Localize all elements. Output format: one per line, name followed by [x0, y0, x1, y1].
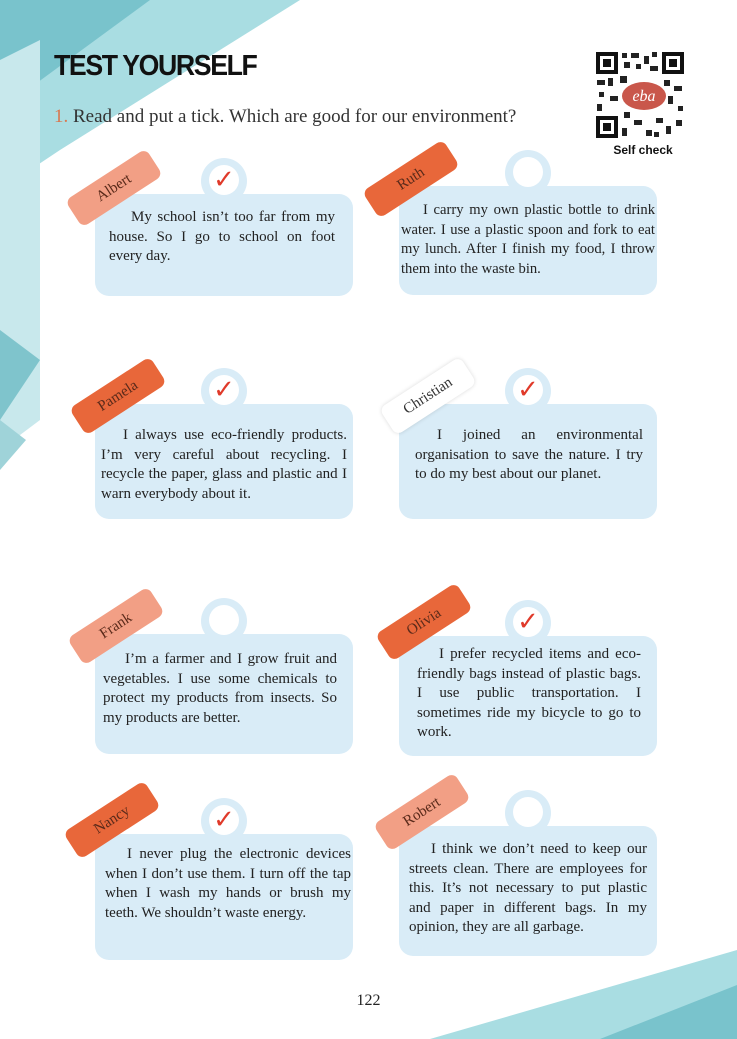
card-text: My school isn’t too far from my house. So I go to school on foot every day. — [109, 209, 335, 264]
page-title: TEST YOURSELF — [54, 50, 257, 82]
tick-icon: ✓ — [209, 375, 239, 405]
card-text: I always use eco-friendly products. I’m very careful about recycling. I recycle the paper, glass and plastic and I warn everybody about it. — [101, 427, 347, 502]
question-text: Read and put a tick. Which are good for our environment? — [73, 106, 517, 127]
qr-code-icon[interactable] — [594, 50, 686, 140]
name-tag-albert: Albert — [65, 148, 163, 227]
name-tag-christian: Christian — [379, 356, 477, 435]
tick-icon: ✓ — [209, 165, 239, 195]
tick-box[interactable] — [201, 368, 247, 414]
card-text: I never plug the electronic devices when I don’t use them. I turn off the tap when I wash my hands or brush my teeth. We shouldn’t waste energy. — [105, 846, 351, 921]
tick-icon: ✓ — [513, 375, 543, 405]
tick-icon: ✓ — [513, 607, 543, 637]
self-check-label: Self check — [613, 143, 673, 157]
tick-box[interactable] — [201, 798, 247, 844]
question-prompt — [54, 106, 516, 128]
page-number: 122 — [356, 992, 381, 1009]
tick-icon — [513, 157, 543, 187]
name-tag-ruth: Ruth — [362, 139, 460, 218]
card-text: I joined an environmental organisation to save the nature. I try to do my best about our planet. — [415, 427, 643, 482]
name-tag-pamela: Pamela — [69, 356, 167, 435]
tick-box[interactable] — [505, 150, 551, 196]
tick-box[interactable] — [505, 790, 551, 836]
question-number: 1. — [54, 106, 69, 127]
name-tag-robert: Robert — [373, 772, 471, 851]
tick-icon — [209, 605, 239, 635]
name-tag-nancy: Nancy — [63, 780, 161, 859]
name-tag-olivia: Olivia — [375, 582, 473, 661]
tick-box[interactable] — [505, 600, 551, 646]
tick-icon — [513, 797, 543, 827]
card-text: I’m a farmer and I grow fruit and vegetables. I use some chemicals to protect my products from insects. So my products are better. — [103, 651, 337, 726]
name-tag-frank: Frank — [67, 586, 165, 665]
qr-badge: eba — [632, 88, 656, 105]
tick-icon: ✓ — [209, 805, 239, 835]
card-text: I think we don’t need to keep our streets clean. There are employees for this. It’s not necessary to put plastic and paper in different bags. In my opinion, they are all garbage. — [409, 841, 647, 935]
card-text: I prefer recycled items and eco-friendly bags instead of plastic bags. I use public transportation. I sometimes ride my bicycle to go to work. — [417, 646, 641, 740]
tick-box[interactable] — [201, 598, 247, 644]
tick-box[interactable] — [201, 158, 247, 204]
card-text: I carry my own plastic bottle to drink water. I use a plastic spoon and fork to eat my lunch. After I finish my food, I throw them into the waste bin. — [401, 202, 655, 277]
tick-box[interactable] — [505, 368, 551, 414]
